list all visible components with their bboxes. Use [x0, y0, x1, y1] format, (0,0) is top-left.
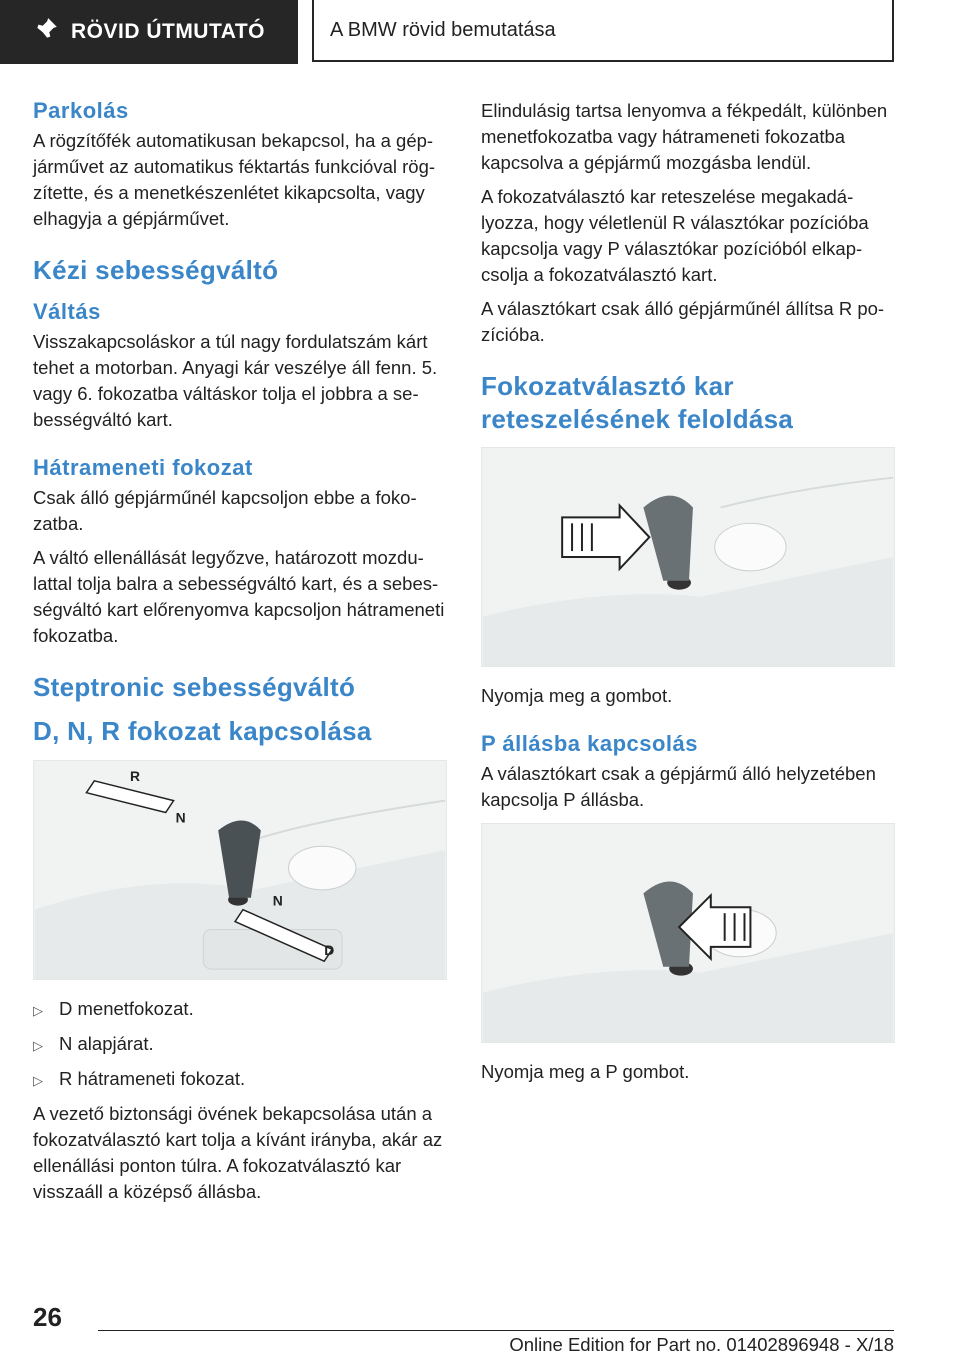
gear-selector-illustration	[34, 761, 446, 979]
p-button-illustration	[482, 824, 894, 1042]
unlock-illustration	[482, 448, 894, 666]
manual-transmission-heading: Kézi sebességváltó	[33, 255, 279, 285]
pin-icon	[33, 16, 59, 48]
gear-selector-figure	[33, 760, 447, 980]
gear-list	[33, 996, 447, 1094]
list-item: ▷ D menetfokozat.	[33, 996, 447, 1024]
triangle-bullet-icon: ▷	[33, 1002, 43, 1018]
unlock-caption: Nyomja meg a gombot.	[481, 685, 673, 706]
shifting-heading: Váltás	[33, 298, 101, 324]
parking-heading: Parkolás	[33, 98, 129, 123]
p-button-figure	[481, 823, 895, 1043]
page-header	[0, 0, 960, 66]
left-column	[33, 98, 447, 1213]
p-position-text: A választókart csak a gépjármű álló helyzetében kapcsolja P állásba.	[481, 763, 876, 810]
figure-label-n2: N	[272, 892, 283, 909]
footer-divider	[98, 1330, 894, 1331]
p-position-heading: P állásba kapcsolás	[481, 731, 699, 756]
triangle-bullet-icon: ▷	[33, 1037, 43, 1053]
figure-label-n: N	[175, 808, 186, 825]
reverse-text-2: A váltó ellenállását legyőzve, határozott mozdulattal tolja balra a sebességváltó kart, és a sebességváltó kart előrenyomva kapcsoljon hátrameneti fokozatba.	[33, 546, 445, 646]
triangle-bullet-icon: ▷	[33, 1072, 43, 1088]
r-position-text: A választókart csak álló gépjárműnél állítsa R pozícióba.	[481, 298, 885, 345]
parking-text: A rögzítőfék automatikusan bekapcsol, ha a gépjárművet az automatikus féktartás funkcióval rögzítette, és a menetkészenlétet kikapcsolta, vagy elhagyja a gépjárművet.	[33, 130, 436, 229]
lock-text: A fokozatválasztó kar reteszelése megakadályozza, hogy véletlenül R választókar pozícióba kapcsolja vagy P választókar pozícióból elkapcsolja a fokozatválasztó kart.	[481, 186, 869, 285]
page-number: 26	[33, 1302, 62, 1332]
right-column	[481, 98, 895, 1093]
figure-label-r: R	[130, 767, 141, 784]
section-tab-label: RÖVID ÚTMUTATÓ	[70, 20, 266, 43]
list-item: ▷ R hátrameneti fokozat.	[33, 1066, 447, 1094]
reverse-text-1: Csak álló gépjárműnél kapcsoljon ebbe a fokozatba.	[33, 486, 417, 534]
start-text: Elindulásig tartsa lenyomva a fékpedált, különben menetfokozatba vagy hátrameneti fokozatba kapcsolva a gépjármű mozgásba lendül.	[481, 100, 888, 173]
steptronic-heading: Steptronic sebességváltó	[33, 671, 356, 702]
section-tab[interactable]	[0, 0, 298, 64]
unlock-figure	[481, 447, 895, 667]
figure-label-d: D	[324, 941, 335, 958]
after-text: A vezető biztonsági övének bekapcsolása után a fokozatválasztó kart tolja a kívánt irányba, akár az ellenállási ponton túlra. A fokozatválasztó kar visszaáll a középső állásba.	[33, 1102, 443, 1202]
dnr-heading: D, N, R fokozat kapcsolása	[33, 716, 372, 746]
list-item: ▷ N alapjárat.	[33, 1031, 447, 1059]
unlock-heading: Fokozatválasztó kar reteszelésének feloldása	[481, 371, 794, 434]
footer-edition: Online Edition for Part no. 01402896948 - X/18	[509, 1334, 894, 1355]
chapter-title: A BMW rövid bemutatása	[312, 0, 894, 62]
shifting-text: Visszakapcsoláskor a túl nagy fordulatszám kárt tehet a motorban. Anyagi kár veszélye áll fenn. 5. vagy 6. fokozatba váltáskor tolja el jobbra a sebességváltó kart.	[33, 330, 438, 430]
p-button-caption: Nyomja meg a P gombot.	[481, 1061, 690, 1082]
reverse-gear-heading: Hátrameneti fokozat	[33, 454, 253, 480]
